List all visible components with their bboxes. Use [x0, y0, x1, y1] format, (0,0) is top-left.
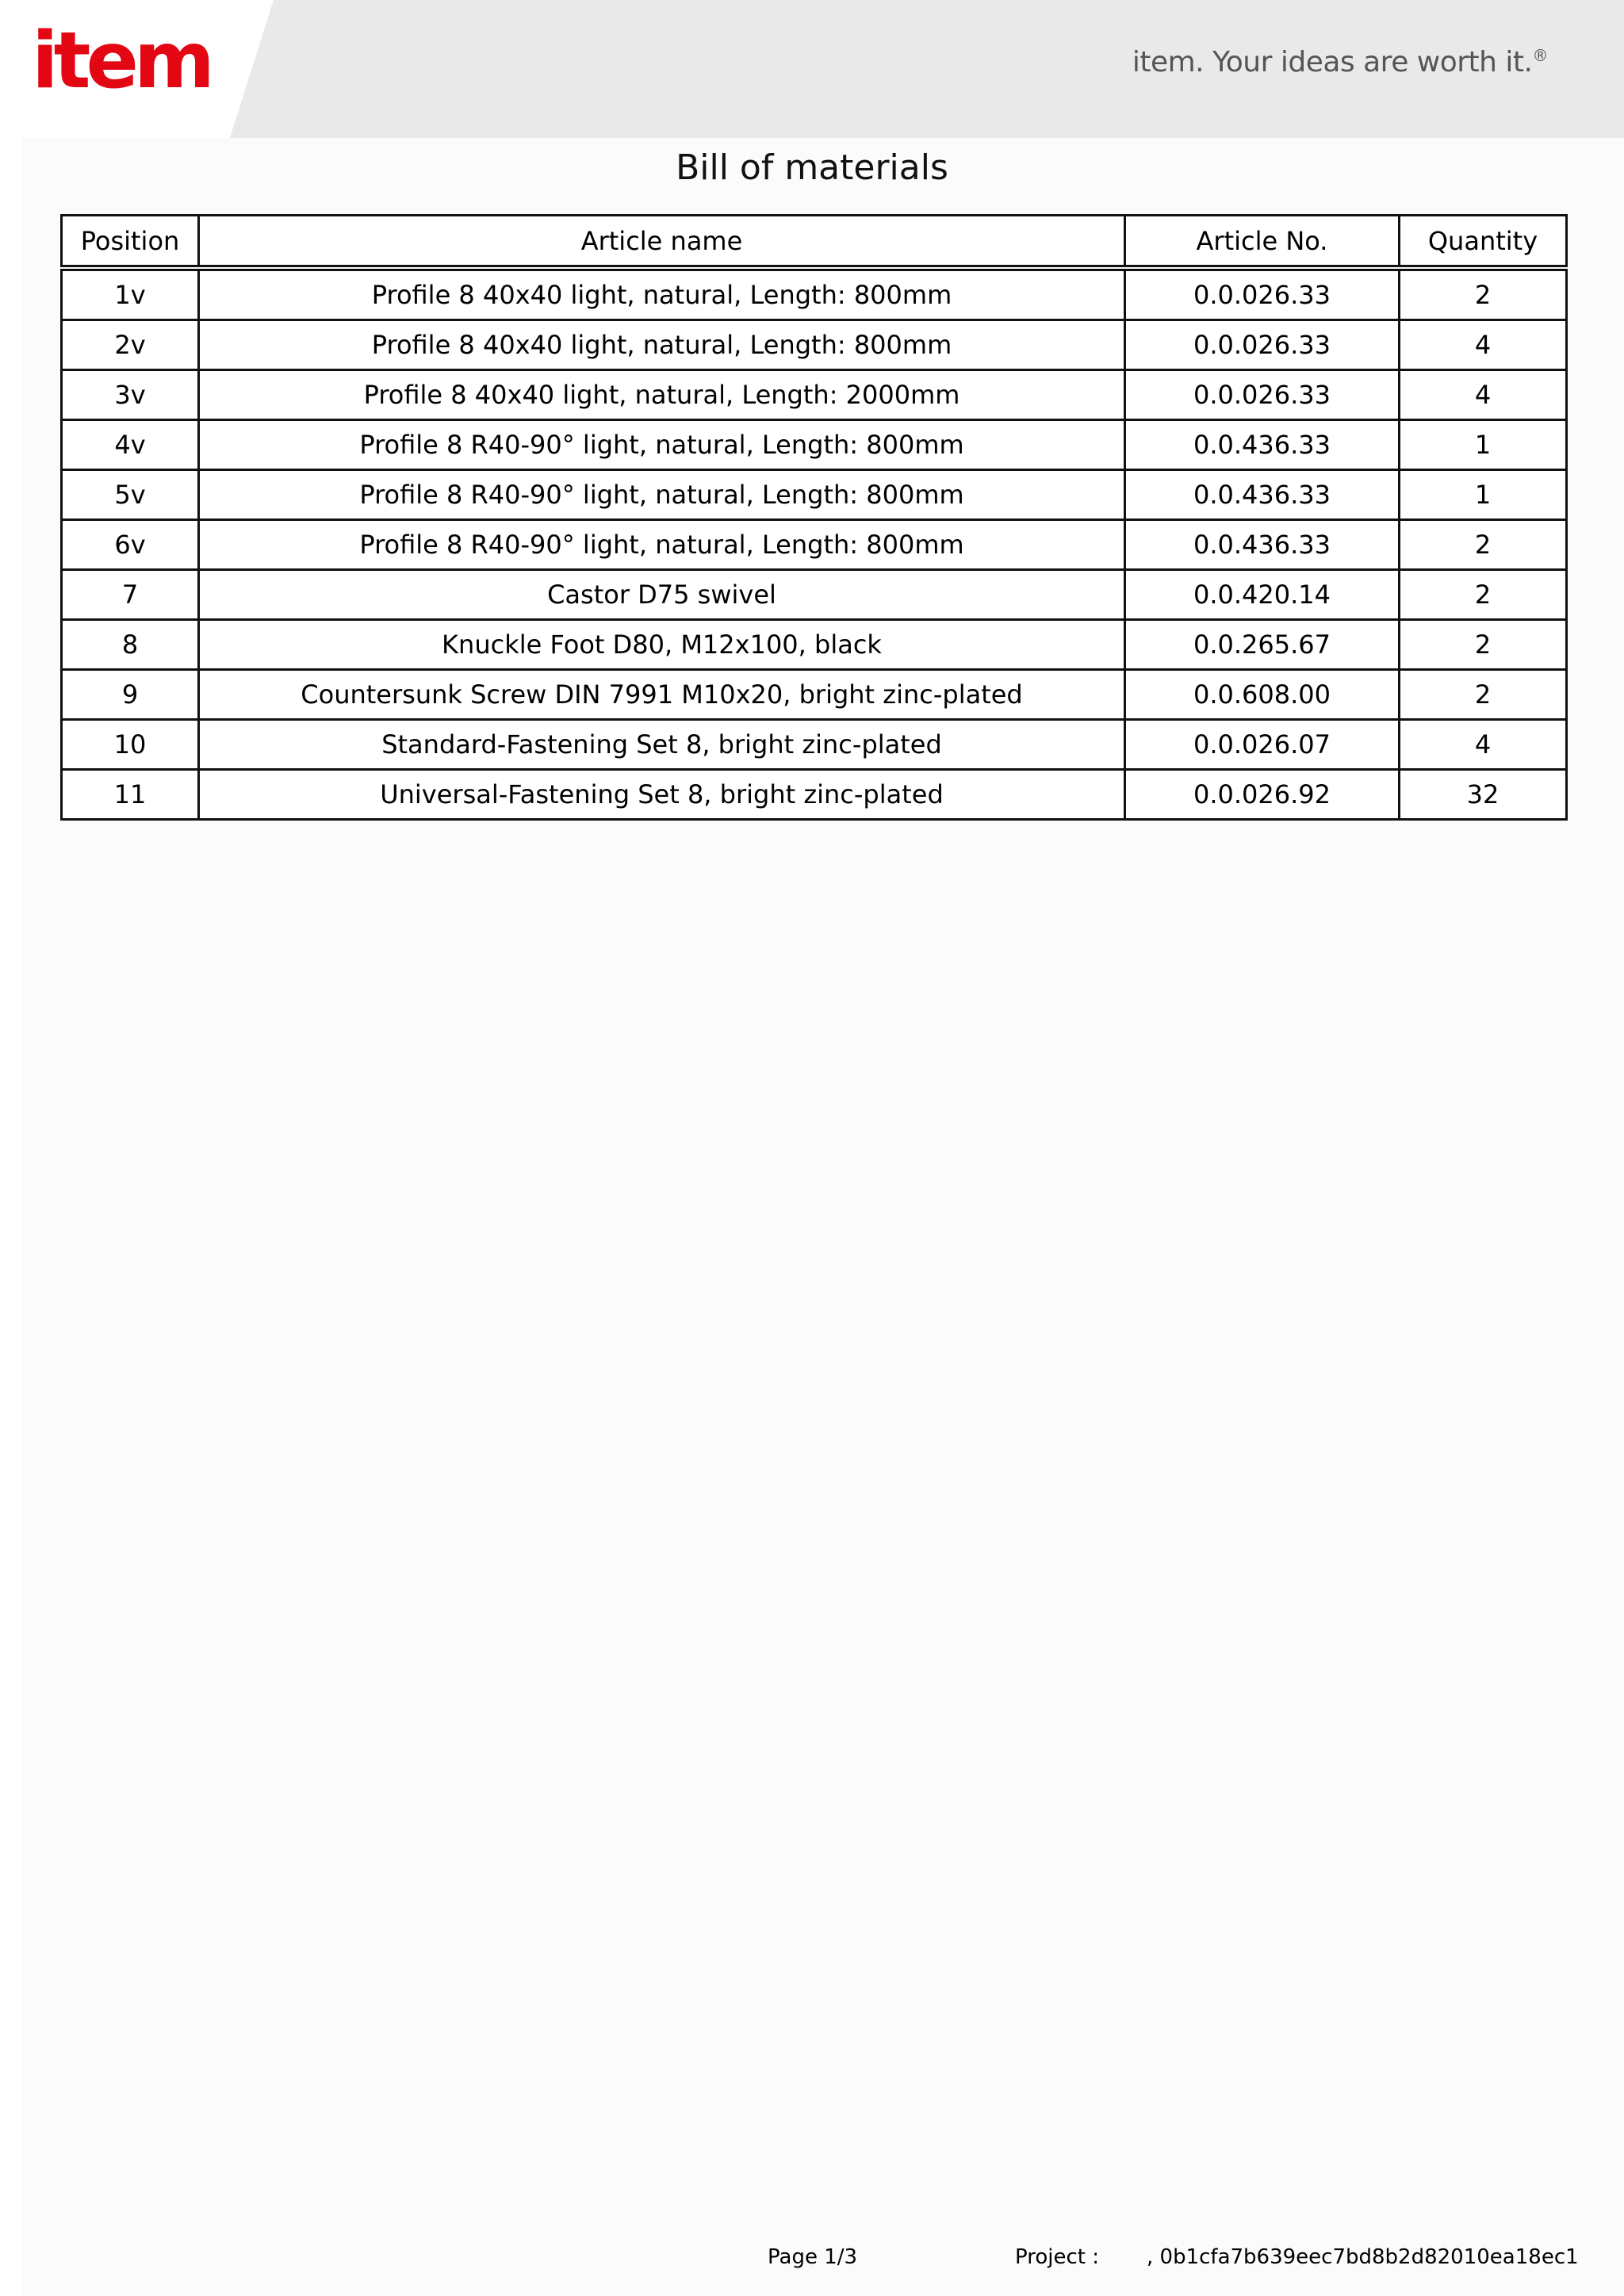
table-row	[62, 770, 1567, 820]
cell-position: 5v	[62, 470, 199, 520]
cell-quantity: 4	[1400, 720, 1567, 770]
cell-quantity: 2	[1400, 670, 1567, 720]
cell-position: 10	[62, 720, 199, 770]
table-row	[62, 420, 1567, 470]
table-header-row	[62, 216, 1567, 269]
table-row	[62, 268, 1567, 320]
cell-quantity: 2	[1400, 268, 1567, 320]
cell-article-name: Profile 8 40x40 light, natural, Length: 2000mm	[199, 370, 1125, 420]
cell-article-no: 0.0.026.33	[1125, 370, 1400, 420]
cell-article-name: Standard-Fastening Set 8, bright zinc-plated	[199, 720, 1125, 770]
cell-article-name: Knuckle Foot D80, M12x100, black	[199, 620, 1125, 670]
tagline-text: item. Your ideas are worth it.	[1132, 46, 1533, 78]
cell-article-no: 0.0.608.00	[1125, 670, 1400, 720]
table-row	[62, 720, 1567, 770]
cell-article-name: Profile 8 R40-90° light, natural, Length: 800mm	[199, 420, 1125, 470]
cell-article-no: 0.0.026.92	[1125, 770, 1400, 820]
cell-position: 7	[62, 570, 199, 620]
cell-quantity: 2	[1400, 520, 1567, 570]
cell-article-no: 0.0.026.07	[1125, 720, 1400, 770]
left-margin	[0, 138, 22, 2296]
cell-article-no: 0.0.026.33	[1125, 268, 1400, 320]
cell-article-name: Profile 8 40x40 light, natural, Length: 800mm	[199, 268, 1125, 320]
cell-article-no: 0.0.436.33	[1125, 420, 1400, 470]
table-row	[62, 470, 1567, 520]
column-header-position: Position	[62, 216, 199, 269]
project-label: Project :	[1015, 2245, 1099, 2269]
table-row	[62, 520, 1567, 570]
cell-article-name: Profile 8 R40-90° light, natural, Length: 800mm	[199, 470, 1125, 520]
table-row	[62, 370, 1567, 420]
table-row	[62, 320, 1567, 370]
cell-quantity: 2	[1400, 620, 1567, 670]
cell-quantity: 32	[1400, 770, 1567, 820]
column-header-article-name: Article name	[199, 216, 1125, 269]
document-title: Bill of materials	[676, 147, 948, 188]
cell-position: 2v	[62, 320, 199, 370]
cell-article-no: 0.0.026.33	[1125, 320, 1400, 370]
cell-article-no: 0.0.265.67	[1125, 620, 1400, 670]
cell-article-name: Profile 8 R40-90° light, natural, Length: 800mm	[199, 520, 1125, 570]
column-header-quantity: Quantity	[1400, 216, 1567, 269]
cell-quantity: 4	[1400, 370, 1567, 420]
cell-article-no: 0.0.436.33	[1125, 520, 1400, 570]
cell-article-name: Profile 8 40x40 light, natural, Length: 800mm	[199, 320, 1125, 370]
registered-mark: ®	[1532, 46, 1548, 65]
cell-article-no: 0.0.436.33	[1125, 470, 1400, 520]
cell-quantity: 2	[1400, 570, 1567, 620]
page-number: Page 1/3	[768, 2245, 858, 2269]
table-row	[62, 670, 1567, 720]
cell-article-name: Castor D75 swivel	[199, 570, 1125, 620]
cell-position: 3v	[62, 370, 199, 420]
table-row	[62, 570, 1567, 620]
cell-article-no: 0.0.420.14	[1125, 570, 1400, 620]
cell-quantity: 1	[1400, 420, 1567, 470]
cell-position: 11	[62, 770, 199, 820]
table-row	[62, 620, 1567, 670]
bill-of-materials-table	[60, 214, 1568, 821]
project-id: , 0b1cfa7b639eec7bd8b2d82010ea18ec1	[1147, 2245, 1579, 2269]
tagline	[1132, 46, 1548, 78]
cell-position: 1v	[62, 268, 199, 320]
cell-position: 6v	[62, 520, 199, 570]
column-header-article-no: Article No.	[1125, 216, 1400, 269]
cell-position: 4v	[62, 420, 199, 470]
cell-quantity: 4	[1400, 320, 1567, 370]
cell-quantity: 1	[1400, 470, 1567, 520]
cell-article-name: Countersunk Screw DIN 7991 M10x20, bright zinc-plated	[199, 670, 1125, 720]
cell-position: 9	[62, 670, 199, 720]
item-logo: item	[32, 16, 211, 106]
cell-article-name: Universal-Fastening Set 8, bright zinc-plated	[199, 770, 1125, 820]
cell-position: 8	[62, 620, 199, 670]
